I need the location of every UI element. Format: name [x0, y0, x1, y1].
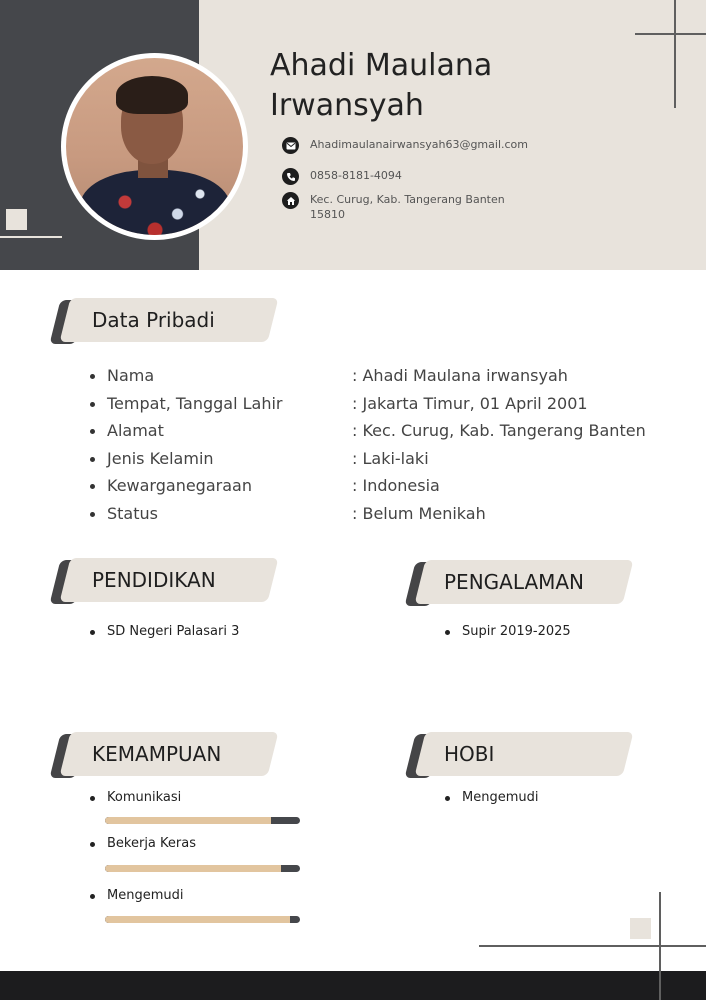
data-label: Jenis Kelamin [107, 448, 214, 468]
hobby-label: Mengemudi [462, 790, 539, 805]
data-label: Nama [107, 366, 155, 385]
contact-email [282, 137, 528, 154]
contact-address [282, 192, 510, 222]
bullet-icon [90, 457, 95, 462]
bullet-icon [90, 374, 95, 379]
phone-icon [282, 168, 299, 185]
decorative-cross-horizontal [635, 33, 706, 35]
bullet-icon [90, 630, 95, 635]
bullet-icon [90, 894, 95, 899]
data-value: : Belum Menikah [352, 503, 486, 523]
data-row-alamat [90, 418, 670, 446]
bullet-icon [90, 842, 95, 847]
experience-label: Supir 2019-2025 [462, 624, 571, 639]
data-label: Kewarganegaraan [107, 476, 252, 496]
data-row-nama [90, 363, 670, 391]
data-row-tempat-tanggal-lahir [90, 391, 670, 419]
section-title: KEMAMPUAN [92, 742, 222, 766]
data-label: Status [107, 503, 158, 523]
full-name [270, 46, 492, 126]
email-text[interactable]: Ahadimaulanairwansyah63@gmail.com [310, 138, 528, 151]
decorative-line [0, 236, 62, 238]
decorative-square [630, 918, 651, 939]
decorative-square [6, 209, 27, 230]
bullet-icon [90, 796, 95, 801]
profile-photo [66, 58, 243, 235]
profile-photo-frame [61, 53, 248, 240]
section-heading-data-pribadi [55, 298, 275, 344]
photo-hair [116, 76, 188, 114]
personal-data-list [90, 363, 670, 529]
data-row-kewarganegaraan [90, 473, 670, 501]
skill-bar-fill [105, 817, 271, 824]
data-value: : Kec. Curug, Kab. Tangerang Banten [352, 421, 646, 441]
address-text: Kec. Curug, Kab. Tangerang Banten 15810 [310, 193, 505, 221]
data-value: : Ahadi Maulana irwansyah [352, 366, 568, 385]
bullet-icon [90, 429, 95, 434]
data-value: : Indonesia [352, 476, 440, 496]
name-line-2: Irwansyah [270, 88, 424, 123]
education-label: SD Negeri Palasari 3 [107, 624, 240, 639]
photo-shirt [80, 170, 230, 235]
email-icon [282, 137, 299, 154]
data-value: : Jakarta Timur, 01 April 2001 [352, 393, 588, 413]
skill-bar-fill [105, 916, 290, 923]
phone-text[interactable]: 0858-8181-4094 [310, 169, 402, 182]
data-row-jenis-kelamin [90, 446, 670, 474]
data-row-status [90, 501, 670, 529]
skill-label: Mengemudi [107, 888, 184, 903]
skill-bar-fill [105, 865, 281, 872]
skill-bar-komunikasi [105, 817, 300, 824]
skill-bar-mengemudi [105, 916, 300, 923]
contact-phone [282, 168, 510, 185]
data-value: : Laki-laki [352, 448, 429, 468]
section-title: PENGALAMAN [444, 570, 585, 594]
section-heading-hobi [410, 732, 630, 778]
section-heading-kemampuan [55, 732, 275, 778]
skill-bar-bekerja-keras [105, 865, 300, 872]
decorative-cross-vertical [659, 892, 661, 1000]
footer-bar [0, 971, 706, 1000]
bullet-icon [90, 484, 95, 489]
section-heading-pendidikan [55, 558, 275, 604]
skill-label: Bekerja Keras [107, 836, 196, 851]
header-banner [0, 0, 706, 270]
section-title: Data Pribadi [92, 308, 215, 332]
bullet-icon [90, 512, 95, 517]
name-line-1: Ahadi Maulana [270, 48, 493, 83]
decorative-cross-horizontal [479, 945, 706, 947]
section-title: HOBI [444, 742, 495, 766]
data-label: Tempat, Tanggal Lahir [107, 393, 283, 413]
section-title: PENDIDIKAN [92, 568, 216, 592]
bullet-icon [90, 402, 95, 407]
bullet-icon [445, 796, 450, 801]
section-heading-pengalaman [410, 560, 630, 606]
home-icon [282, 192, 299, 209]
bullet-icon [445, 630, 450, 635]
decorative-cross-vertical [674, 0, 676, 108]
data-label: Alamat [107, 421, 164, 441]
skill-label: Komunikasi [107, 790, 182, 805]
